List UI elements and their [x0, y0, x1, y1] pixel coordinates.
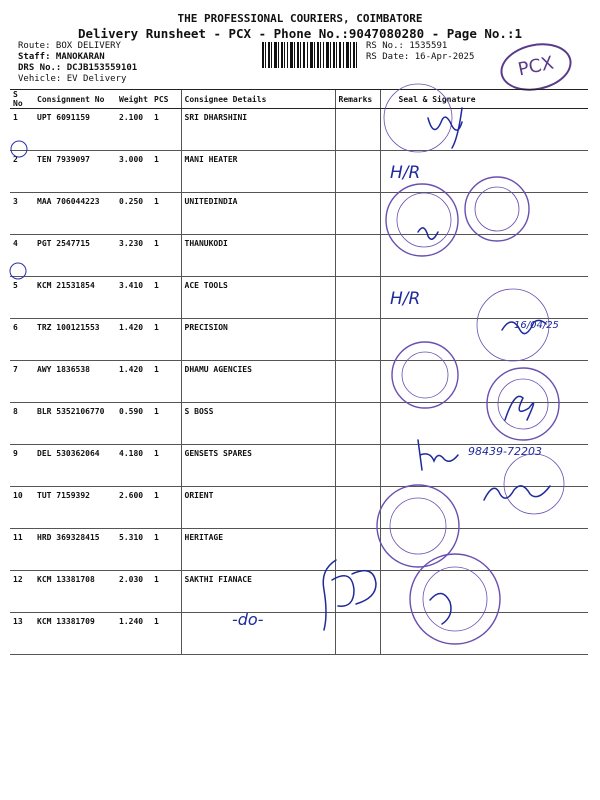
row-consignment-no: TEN 7939097	[34, 151, 116, 193]
row-pcs: 1	[151, 151, 181, 193]
row-signature	[380, 235, 588, 277]
row-sno: 7	[10, 361, 34, 403]
row-signature	[380, 445, 588, 487]
col-pcs: PCS	[151, 90, 181, 109]
row-weight: 3.410	[116, 277, 151, 319]
col-signature: Seal & Signature	[380, 90, 588, 109]
row-sno: 3	[10, 193, 34, 235]
table-row	[10, 403, 588, 445]
row-weight: 5.310	[116, 529, 151, 571]
row-consignee: UNITEDINDIA	[181, 193, 335, 235]
rs-number: RS No.: 1535591	[366, 41, 448, 51]
row-consignee: HERITAGE	[181, 529, 335, 571]
row-signature	[380, 361, 588, 403]
drs-info: DRS No.: DCJB153559101	[18, 63, 138, 73]
hr-note-1: H/R	[390, 163, 421, 183]
row-signature	[380, 151, 588, 193]
table-row	[10, 193, 588, 235]
row-signature	[380, 403, 588, 445]
barcode	[262, 42, 357, 68]
row-remarks	[335, 109, 380, 151]
row-consignment-no: MAA 706044223	[34, 193, 116, 235]
col-weight: Weight	[116, 90, 151, 109]
row-sno: 8	[10, 403, 34, 445]
row-consignment-no: KCM 21531854	[34, 277, 116, 319]
row-consignee: GENSETS SPARES	[181, 445, 335, 487]
row-remarks	[335, 529, 380, 571]
row-consignment-no: DEL 530362064	[34, 445, 116, 487]
rs-date: RS Date: 16-Apr-2025	[366, 52, 475, 62]
table-row	[10, 319, 588, 361]
row-weight: 2.030	[116, 571, 151, 613]
phone-note: 98439-72203	[468, 445, 542, 458]
runsheet-table	[10, 89, 588, 655]
row-sno: 10	[10, 487, 34, 529]
row-pcs: 1	[151, 109, 181, 151]
row-remarks	[335, 361, 380, 403]
table-row	[10, 487, 588, 529]
row-sno: 13	[10, 613, 34, 655]
pcx-stamp: PCX	[496, 37, 576, 97]
date-note: 16/04/25	[514, 320, 559, 331]
row-consignment-no: UPT 6091159	[34, 109, 116, 151]
row-consignment-no: BLR 5352106770	[34, 403, 116, 445]
row-remarks	[335, 235, 380, 277]
company-title: THE PROFESSIONAL COURIERS, COIMBATORE	[177, 12, 423, 25]
col-remarks: Remarks	[335, 90, 380, 109]
row-consignment-no: AWY 1836538	[34, 361, 116, 403]
hr-note-2: H/R	[390, 289, 421, 309]
row-pcs: 1	[151, 571, 181, 613]
row-remarks	[335, 571, 380, 613]
row-consignee: THANUKODI	[181, 235, 335, 277]
row-consignee: ACE TOOLS	[181, 277, 335, 319]
row-signature	[380, 109, 588, 151]
row-sno: 4	[10, 235, 34, 277]
col-consignment: Consignment No	[34, 90, 116, 109]
row-weight: 1.420	[116, 319, 151, 361]
row-sno: 11	[10, 529, 34, 571]
route-info: Route: BOX DELIVERY	[18, 41, 121, 51]
row-signature	[380, 193, 588, 235]
row-pcs: 1	[151, 445, 181, 487]
row-remarks	[335, 193, 380, 235]
ditto-note: -do-	[232, 610, 264, 629]
row-consignment-no: TUT 7159392	[34, 487, 116, 529]
row-weight: 0.250	[116, 193, 151, 235]
row-sno: 1	[10, 109, 34, 151]
row-consignment-no: TRZ 100121553	[34, 319, 116, 361]
row-signature	[380, 529, 588, 571]
row-weight: 2.600	[116, 487, 151, 529]
row-pcs: 1	[151, 235, 181, 277]
row-sno: 6	[10, 319, 34, 361]
table-row	[10, 361, 588, 403]
row-signature	[380, 487, 588, 529]
row-signature	[380, 613, 588, 655]
row-sno: 5	[10, 277, 34, 319]
row-consignment-no: HRD 369328415	[34, 529, 116, 571]
row-remarks	[335, 445, 380, 487]
row-sno: 2	[10, 151, 34, 193]
row-weight: 4.180	[116, 445, 151, 487]
row-remarks	[335, 277, 380, 319]
row-weight: 1.240	[116, 613, 151, 655]
row-consignment-no: PGT 2547715	[34, 235, 116, 277]
row-consignee: SAKTHI FIANACE	[181, 571, 335, 613]
row-consignee: S BOSS	[181, 403, 335, 445]
table-row	[10, 613, 588, 655]
row-remarks	[335, 403, 380, 445]
row-signature	[380, 277, 588, 319]
table-row	[10, 529, 588, 571]
staff-info: Staff: MANOKARAN	[18, 52, 105, 62]
row-signature	[380, 319, 588, 361]
row-consignee: MANI HEATER	[181, 151, 335, 193]
row-consignee: DHAMU AGENCIES	[181, 361, 335, 403]
row-weight: 3.000	[116, 151, 151, 193]
row-consignee: PRECISION	[181, 319, 335, 361]
row-pcs: 1	[151, 529, 181, 571]
row-sno: 9	[10, 445, 34, 487]
row-consignment-no: KCM 13381708	[34, 571, 116, 613]
row-consignee	[181, 613, 335, 655]
table-header-row	[10, 90, 588, 109]
row-pcs: 1	[151, 613, 181, 655]
col-sno: S No	[10, 90, 34, 109]
table-row	[10, 277, 588, 319]
runsheet-subtitle: Delivery Runsheet - PCX - Phone No.:9047080280 - Page No.:1	[77, 26, 522, 41]
row-pcs: 1	[151, 361, 181, 403]
row-remarks	[335, 151, 380, 193]
row-remarks	[335, 319, 380, 361]
table-row	[10, 571, 588, 613]
table-row	[10, 109, 588, 151]
row-pcs: 1	[151, 487, 181, 529]
row-consignee: SRI DHARSHINI	[181, 109, 335, 151]
row-weight: 0.590	[116, 403, 151, 445]
col-consignee: Consignee Details	[181, 90, 335, 109]
row-pcs: 1	[151, 403, 181, 445]
row-pcs: 1	[151, 277, 181, 319]
row-consignee: ORIENT	[181, 487, 335, 529]
row-consignment-no: KCM 13381709	[34, 613, 116, 655]
vehicle-info: Vehicle: EV Delivery	[18, 74, 127, 84]
row-pcs: 1	[151, 193, 181, 235]
table-row	[10, 445, 588, 487]
row-remarks	[335, 613, 380, 655]
row-remarks	[335, 487, 380, 529]
row-weight: 1.420	[116, 361, 151, 403]
row-signature	[380, 571, 588, 613]
row-sno: 12	[10, 571, 34, 613]
row-weight: 3.230	[116, 235, 151, 277]
table-row	[10, 235, 588, 277]
row-weight: 2.100	[116, 109, 151, 151]
row-pcs: 1	[151, 319, 181, 361]
table-row	[10, 151, 588, 193]
